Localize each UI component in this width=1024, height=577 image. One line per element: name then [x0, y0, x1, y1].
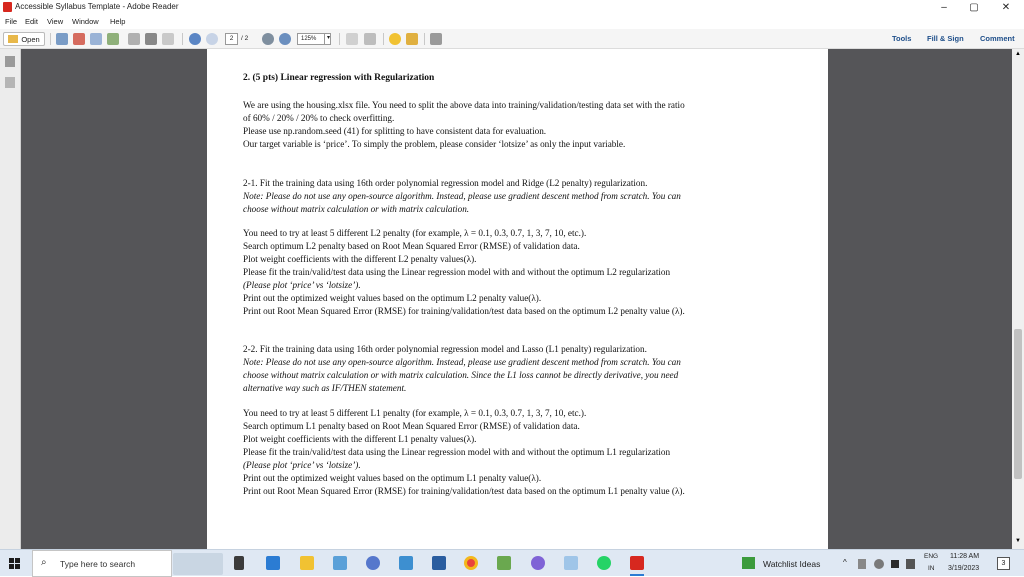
section-heading: 2. (5 pts) Linear regression with Regularization — [243, 73, 435, 83]
task-line: Search optimum L2 penalty based on Root Mean Squared Error (RMSE) of validation data. — [243, 241, 580, 251]
task-line: Print out Root Mean Squared Error (RMSE) for training/validation/test data based on the optimum L2 penalty value (λ). — [243, 306, 685, 316]
chevron-up-icon[interactable]: ^ — [843, 558, 847, 567]
menu-window[interactable]: Window — [72, 17, 99, 26]
page-total: / 2 — [241, 35, 249, 42]
menu-bar — [0, 15, 1024, 29]
store-icon[interactable] — [399, 556, 413, 570]
task-line: Print out Root Mean Squared Error (RMSE) for training/validation/test data based on the optimum L1 penalty value (λ). — [243, 486, 685, 496]
tray-icon[interactable] — [874, 559, 884, 569]
divider — [182, 33, 183, 45]
maximize-button[interactable]: ▢ — [969, 2, 979, 13]
open-button[interactable] — [3, 32, 45, 46]
expand-icon[interactable] — [430, 33, 442, 45]
pdf-page — [207, 49, 828, 549]
note-line: Note: Please do not use any open-source algorithm. Instead, please use gradient descent method from scratch. You can — [243, 191, 681, 201]
next-page-icon[interactable] — [206, 33, 218, 45]
intro-line: Our target variable is ‘price’. To simply the problem, please consider ‘lotsize’ as only the input variable. — [243, 139, 626, 149]
zoom-value: 125% — [301, 36, 317, 42]
subsection-2-1 — [243, 177, 803, 216]
folder-icon — [8, 35, 18, 43]
page-number-input[interactable]: 2 — [225, 33, 238, 45]
close-button[interactable]: ✕ — [1001, 2, 1011, 13]
zoom-in-icon[interactable] — [279, 33, 291, 45]
subsection-title: 2-2. Fit the training data using 16th order polynomial regression model and Lasso (L1 penalty) regularization. — [243, 344, 647, 354]
tools-link[interactable]: Tools — [892, 34, 912, 43]
fill-sign-link[interactable]: Fill & Sign — [927, 34, 964, 43]
create-pdf-icon[interactable] — [56, 33, 68, 45]
taskbar-search[interactable] — [32, 550, 172, 577]
print-icon[interactable] — [145, 33, 157, 45]
upload-icon[interactable] — [107, 33, 119, 45]
fit-width-icon[interactable] — [346, 33, 358, 45]
navigation-panel — [0, 49, 21, 549]
intro-line: of 60% / 20% / 20% to check overfitting. — [243, 113, 395, 123]
intro-line: We are using the housing.xlsx file. You need to split the above data into training/validation/testing data set with the ratio — [243, 100, 685, 110]
task-line: Print out the optimized weight values based on the optimum L1 penalty value(λ). — [243, 473, 542, 483]
task-line: (Please plot ‘price’ vs ‘lotsize’). — [243, 280, 361, 290]
file-explorer-icon[interactable] — [300, 556, 314, 570]
menu-edit[interactable]: Edit — [25, 17, 38, 26]
clock-date[interactable]: 3/19/2023 — [948, 565, 980, 572]
task-line: Print out the optimized weight values based on the optimum L2 penalty value(λ). — [243, 293, 542, 303]
wifi-icon[interactable] — [906, 559, 915, 569]
scroll-thumb[interactable] — [1014, 329, 1022, 479]
mail-icon[interactable] — [266, 556, 280, 570]
export-pdf-icon[interactable] — [73, 33, 85, 45]
note-line: choose without matrix calculation or with matrix calculation. — [243, 204, 470, 214]
task-view-icon[interactable] — [234, 556, 244, 570]
app-icon[interactable] — [366, 556, 380, 570]
intro-paragraph — [243, 99, 803, 151]
scroll-down-icon[interactable]: ▼ — [1015, 538, 1021, 544]
menu-file[interactable]: File — [5, 17, 18, 26]
task-line: You need to try at least 5 different L2 penalty (for example, λ = 0.1, 0.3, 0.7, 1, 3, 7, 10, etc.). — [243, 228, 587, 238]
task-line: Plot weight coefficients with the different L2 penalty values(λ). — [243, 254, 477, 264]
comment-link[interactable]: Comment — [980, 34, 1015, 43]
task-list-l1 — [243, 407, 803, 498]
divider — [339, 33, 340, 45]
open-label: Open — [21, 34, 40, 44]
windows-start-icon[interactable] — [9, 558, 20, 569]
battery-icon[interactable] — [891, 560, 899, 568]
app-icon[interactable] — [497, 556, 511, 570]
task-line: Please fit the train/valid/test data using the Linear regression model with and without the optimum L1 regularization — [243, 447, 671, 457]
edit-pdf-icon[interactable] — [90, 33, 102, 45]
title-bar — [0, 0, 1024, 15]
search-icon: ⌕ — [41, 557, 47, 568]
save-icon[interactable] — [128, 33, 140, 45]
language-bottom[interactable]: IN — [928, 565, 935, 572]
watchlist-label[interactable]: Watchlist Ideas — [763, 559, 821, 569]
previous-page-icon[interactable] — [189, 33, 201, 45]
comment-icon[interactable] — [389, 33, 401, 45]
divider — [424, 33, 425, 45]
task-line: (Please plot ‘price’ vs ‘lotsize’). — [243, 460, 361, 470]
intro-line: Please use np.random.seed (41) for splitting to have consistent data for evaluation. — [243, 126, 547, 136]
acrobat-icon[interactable] — [630, 556, 644, 570]
task-list-l2 — [243, 227, 803, 318]
highlight-icon[interactable] — [406, 33, 418, 45]
divider — [383, 33, 384, 45]
task-line: Search optimum L1 penalty based on Root Mean Squared Error (RMSE) of validation data. — [243, 421, 580, 431]
zoom-out-icon[interactable] — [262, 33, 274, 45]
minimize-button[interactable]: – — [941, 2, 947, 13]
menu-help[interactable]: Help — [110, 17, 126, 26]
task-line: You need to try at least 5 different L1 penalty (for example, λ = 0.1, 0.3, 0.7, 1, 3, 7, 10, etc.). — [243, 408, 587, 418]
fit-page-icon[interactable] — [364, 33, 376, 45]
clock-time[interactable]: 11:28 AM — [950, 553, 980, 560]
app-icon[interactable] — [432, 556, 446, 570]
task-line: Please fit the train/valid/test data using the Linear regression model with and without the optimum L2 regularization — [243, 267, 671, 277]
note-line: Note: Please do not use any open-source algorithm. Instead, please use gradient descent method from scratch. You can — [243, 357, 681, 367]
chrome-icon[interactable] — [464, 556, 478, 570]
page-thumbnails-icon[interactable] — [5, 56, 15, 67]
divider — [50, 33, 51, 45]
bridge-image-icon[interactable] — [173, 553, 223, 575]
note-line: alternative way such as IF/THEN statement. — [243, 383, 407, 393]
chevron-down-icon[interactable]: ▾ — [324, 34, 332, 44]
watchlist-icon[interactable] — [742, 557, 755, 569]
whatsapp-icon[interactable] — [597, 556, 611, 570]
adobe-reader-icon — [3, 2, 12, 12]
note-line: choose without matrix calculation or with matrix calculation. Since the L1 loss cannot be directly derivative, you need — [243, 370, 679, 380]
scroll-up-icon[interactable]: ▲ — [1015, 51, 1021, 57]
photos-icon[interactable] — [333, 556, 347, 570]
notification-icon[interactable] — [997, 557, 1010, 570]
email-icon[interactable] — [162, 33, 174, 45]
subsection-title: 2-1. Fit the training data using 16th order polynomial regression model and Ridge (L2 penalty) regularization. — [243, 178, 648, 188]
signature-icon[interactable] — [5, 77, 15, 88]
language-top[interactable]: ENG — [924, 553, 939, 560]
notification-count: 3 — [1001, 560, 1006, 567]
snipping-icon[interactable] — [564, 556, 578, 570]
app-icon[interactable] — [531, 556, 545, 570]
menu-view[interactable]: View — [47, 17, 64, 26]
subsection-2-2 — [243, 343, 803, 395]
search-placeholder: Type here to search — [60, 559, 136, 569]
tray-icon[interactable] — [858, 559, 866, 569]
window-title: Accessible Syllabus Template - Adobe Reader — [15, 2, 179, 11]
taskbar — [0, 549, 1024, 576]
task-line: Plot weight coefficients with the different L1 penalty values(λ). — [243, 434, 477, 444]
toolbar — [0, 29, 1024, 49]
vertical-scrollbar[interactable] — [1012, 49, 1024, 549]
